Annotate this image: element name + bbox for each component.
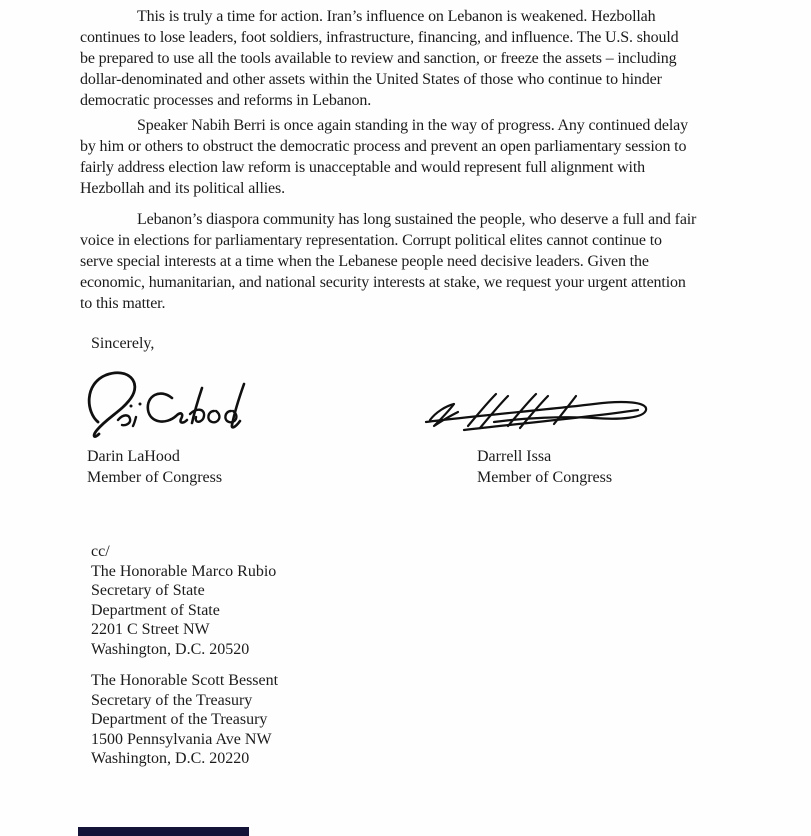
cc-line: Secretary of the Treasury	[91, 691, 253, 709]
cc-block-state	[91, 542, 276, 660]
paragraph-3	[80, 209, 760, 314]
cc-line: Secretary of State	[91, 582, 205, 600]
cc-line: Department of State	[91, 601, 220, 619]
paragraph-line: Speaker Nabih Berri is once again standing in the way of progress. Any continued delay	[137, 117, 688, 134]
signer-name: Darin LaHood	[87, 448, 180, 465]
signer-title: Member of Congress	[477, 469, 613, 486]
paragraph-line: This is truly a time for action. Iran’s influence on Lebanon is weakened. Hezbollah	[137, 8, 656, 25]
paragraph-line: Lebanon’s diaspora community has long sustained the people, who deserve a full and fair	[137, 211, 697, 228]
paragraph-1	[80, 6, 760, 111]
paragraph-line: dollar-denominated and other assets within the United States of those who continue to hinder	[80, 71, 662, 88]
paragraph-line: voice in elections for parliamentary representation. Corrupt political elites cannot continue to	[80, 232, 662, 249]
cc-line: 1500 Pennsylvania Ave NW	[91, 730, 272, 748]
paragraph-line: by him or others to obstruct the democratic process and prevent an open parliamentary session to	[80, 138, 687, 155]
signer-name: Darrell Issa	[477, 448, 552, 465]
paragraph-line: continues to lose leaders, foot soldiers, infrastructure, financing, and influence. The U.S. should	[80, 29, 679, 46]
paragraph-line: Hezbollah and its political allies.	[80, 180, 285, 197]
cc-line: The Honorable Marco Rubio	[91, 562, 277, 580]
darrell-issa-signature	[424, 391, 654, 438]
paragraph-line: economic, humanitarian, and national security interests at stake, we request your urgent attention	[80, 274, 686, 291]
signer-block-issa	[477, 446, 612, 488]
cc-block-treasury	[91, 671, 278, 769]
closing-salutation: Sincerely,	[91, 335, 155, 352]
paragraph-line: serve special interests at a time when the Lebanese people need decisive leaders. Given the	[80, 253, 649, 270]
paragraph-line: fairly address election law reform is unacceptable and would represent full alignment with	[80, 159, 645, 176]
paragraph-line: to this matter.	[80, 295, 166, 312]
cc-line: Washington, D.C. 20220	[91, 750, 250, 768]
darin-lahood-signature	[84, 369, 260, 446]
paragraph-2	[80, 115, 760, 199]
paragraph-line: democratic processes and reforms in Lebanon.	[80, 92, 372, 109]
signer-title: Member of Congress	[87, 469, 223, 486]
paragraph-line: be prepared to use all the tools available to review and sanction, or freeze the assets – including	[80, 50, 677, 67]
bottom-partial-banner	[78, 827, 249, 836]
signer-block-lahood	[87, 446, 222, 488]
cc-label: cc/	[91, 543, 110, 560]
cc-line: The Honorable Scott Bessent	[91, 672, 279, 689]
cc-line: Washington, D.C. 20520	[91, 640, 250, 658]
cc-line: 2201 C Street NW	[91, 621, 210, 639]
cc-line: Department of the Treasury	[91, 711, 268, 729]
